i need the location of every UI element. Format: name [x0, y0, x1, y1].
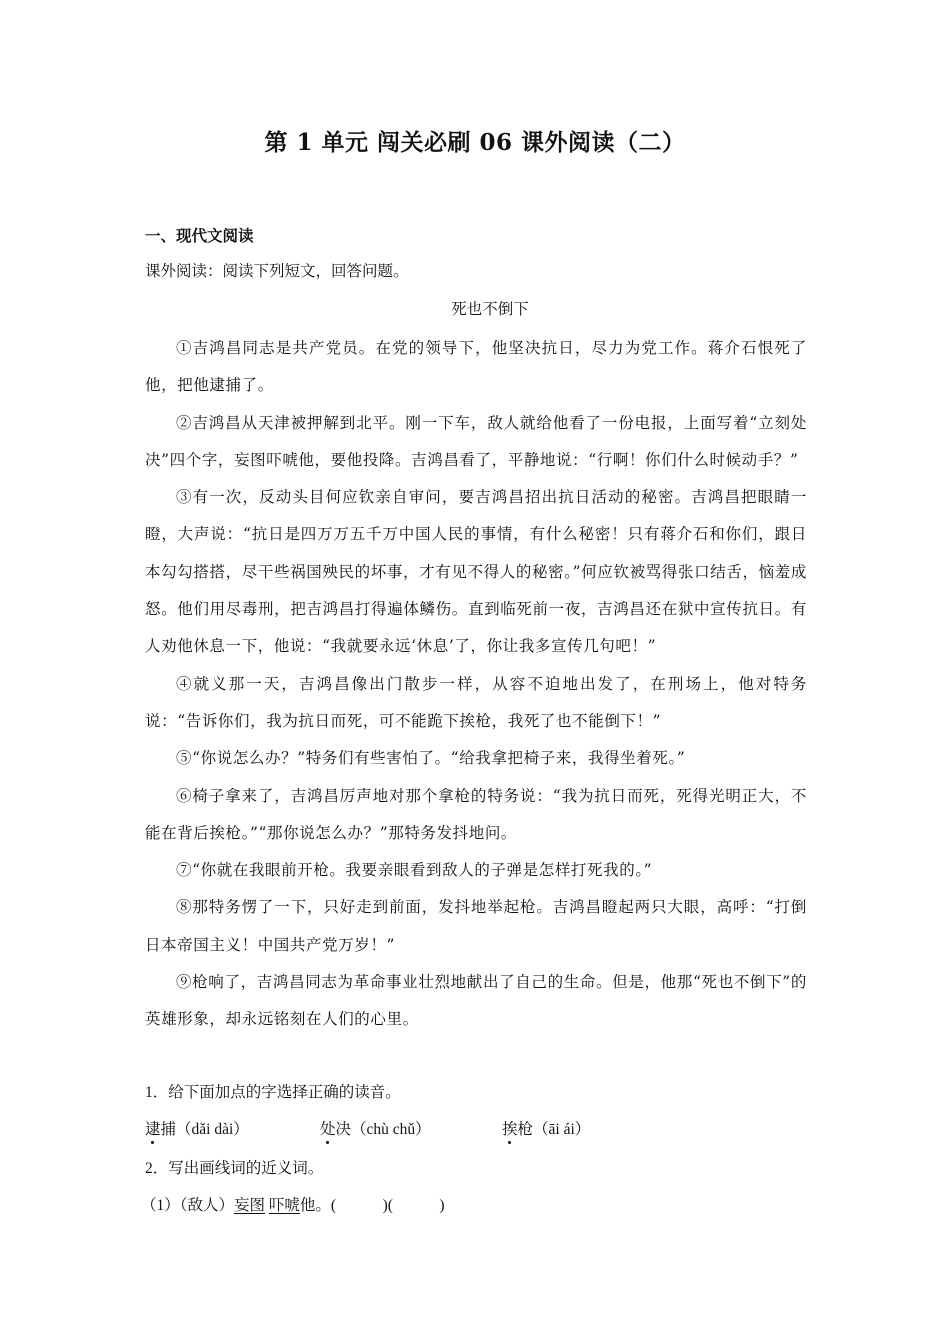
page-title: 第 1 单元 闯关必刷 06 课外阅读（二）: [264, 129, 686, 156]
section-heading: 一、现代文阅读: [145, 227, 254, 245]
underlined-word: 吓唬: [268, 1197, 300, 1214]
dotted-character: 逮: [145, 1117, 161, 1139]
pinyin-option: 处决（chù chǔ）: [320, 1117, 502, 1139]
pinyin-option: 挨枪（āi ái）: [502, 1117, 590, 1139]
answer-blanks[interactable]: 他。( )( ): [299, 1197, 445, 1214]
paragraph: ④就义那一天，吉鸿昌像出门散步一样，从容不迫地出发了，在刑场上，他对特务说：“告诉你们，我为抗日而死，可不能跪下挨枪，我死了也不能倒下！”: [145, 674, 807, 730]
dotted-character: 处: [320, 1117, 336, 1139]
question-1-prompt: 1．给下面加点的字选择正确的读音。: [145, 1084, 401, 1101]
question-1-options: [145, 1117, 590, 1139]
paragraph: ⑥椅子拿来了，吉鸿昌厉声地对那个拿枪的特务说：“我为抗日而死，死得光明正大，不能在背后挨枪。”“那你说怎么办？”那特务发抖地问。: [145, 786, 807, 842]
article-body: [145, 330, 807, 1039]
paragraph: ⑨枪响了，吉鸿昌同志为革命事业壮烈地献出了自己的生命。但是，他那“死也不倒下”的英雄形象，却永远铭刻在人们的心里。: [145, 973, 807, 1029]
paragraph: ②吉鸿昌从天津被押解到北平。刚一下车，敌人就给他看了一份电报，上面写着“立刻处决”四个字，妄图吓唬他，要他投降。吉鸿昌看了，平静地说：“行啊！你们什么时候动手？”: [145, 413, 807, 469]
paragraph: ⑤“你说怎么办？”特务们有些害怕了。“给我拿把椅子来，我得坐着死。”: [176, 749, 686, 768]
underlined-word: 妄图: [234, 1197, 266, 1214]
paragraph: ③有一次，反动头目何应钦亲自审问，要吉鸿昌招出抗日活动的秘密。吉鸿昌把眼睛一瞪，大声说：“抗日是四万万五千万中国人民的事情，有什么秘密！只有蒋介石和你们，跟日本勾勾搭搭，尽干些祸国殃民的坏事，才有见不得人的秘密。”何应钦被骂得张口结舌，恼羞成怒。他们用尽毒刑，把吉鸿昌打得遍体鳞伤。直到临死前一夜，吉鸿昌还在狱中宣传抗日。有人劝他休息一下，他说：“我就要永远‘休息’了，你让我多宣传几句吧！”: [145, 488, 807, 656]
paragraph: ⑧那特务愣了一下，只好走到前面，发抖地举起枪。吉鸿昌瞪起两只大眼，高呼：“打倒日本帝国主义！中国共产党万岁！”: [145, 898, 807, 954]
reading-instruction: 课外阅读：阅读下列短文，回答问题。: [145, 262, 409, 280]
question-2-item-1: （1）（敌人）妄图 吓唬他。( )( ): [141, 1197, 445, 1214]
paragraph: ①吉鸿昌同志是共产党员。在党的领导下，他坚决抗日，尽力为党工作。蒋介石恨死了他，把他逮捕了。: [145, 339, 807, 395]
dotted-character: 挨: [502, 1117, 518, 1139]
question-2-prompt: 2．写出画线词的近义词。: [145, 1160, 324, 1177]
story-title: 死也不倒下: [451, 300, 529, 318]
pinyin-option: 逮捕（dǎi dài）: [145, 1117, 320, 1139]
paragraph: ⑦“你就在我眼前开枪。我要亲眼看到敌人的子弹是怎样打死我的。”: [176, 861, 653, 880]
